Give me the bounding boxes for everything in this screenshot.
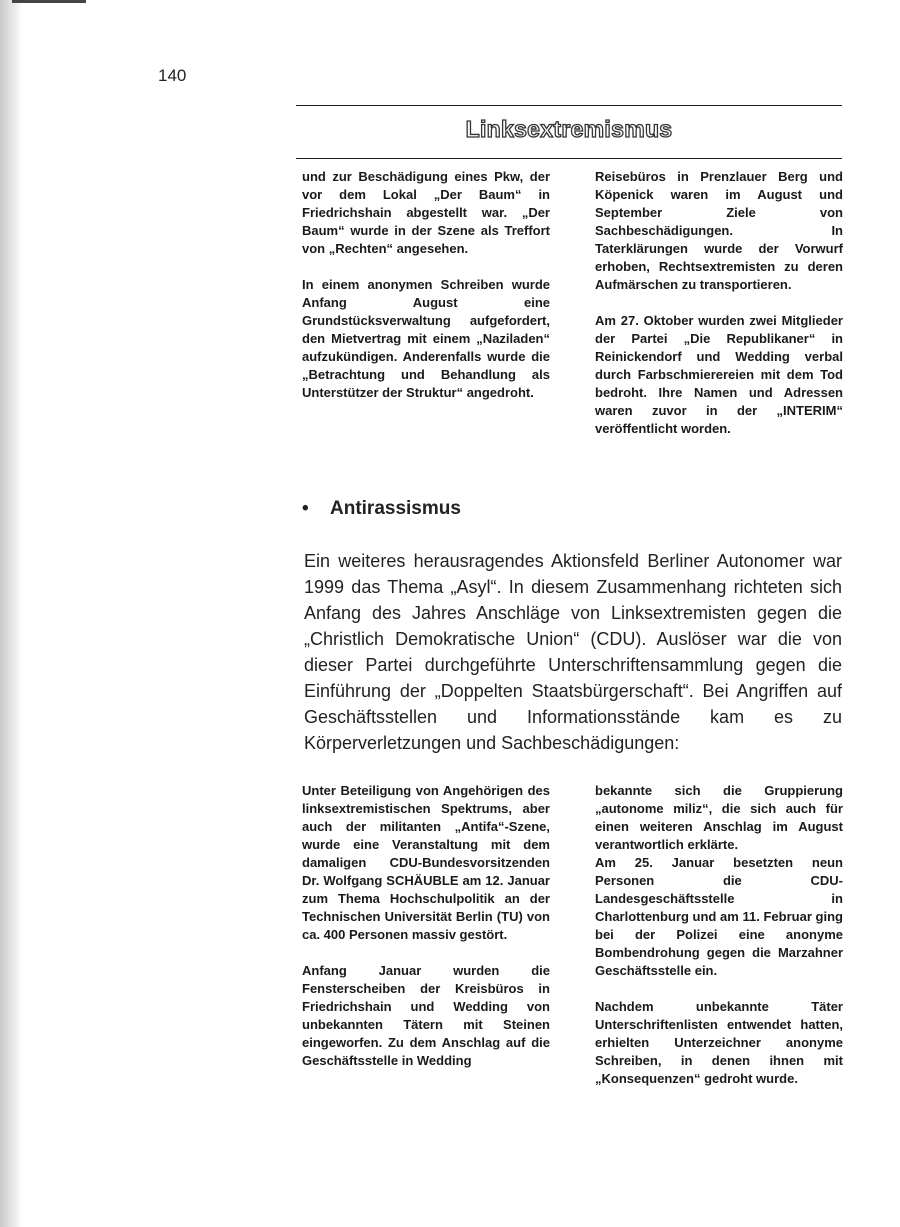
section-heading-text: Antirassismus [330,498,461,519]
paragraph: In einem anonymen Schreiben wurde Anfang August eine Grundstücksverwaltung aufgefordert, den Mietvertrag mit einem „Naziladen“ aufzukündigen. Anderenfalls wurde die „Betrachtung und Behandlung als Unterstützer der Struktur“ angedroht. [302,277,550,400]
paragraph: Anfang Januar wurden die Fensterscheiben der Kreisbüros in Friedrichshain und Wedding von unbekannten Tätern mit Steinen eingeworfen. Zu dem Anschlag auf die Geschäftsstelle in Wedding [302,963,550,1068]
scan-binding-shadow [0,0,22,1227]
paragraph: Unter Beteiligung von Angehörigen des linksextremistischen Spektrums, aber auch der militanten „Antifa“-Szene, wurde eine Veranstaltung mit dem damaligen CDU-Bundesvorsitzenden Dr. Wolfgang SCHÄUBLE am 12. Januar zum Thema Hochschulpolitik an der Technischen Universität Berlin (TU) von ca. 400 Personen massiv gestört. [302,783,550,942]
scan-corner-mark [12,0,86,17]
paragraph: Reisebüros in Prenzlauer Berg und Köpenick waren im August und September Ziele von Sachbeschädigungen. In Taterklärungen wurde der Vorwurf erhoben, Rechtsextremisten zu deren Aufmärschen zu transportieren. [595,169,843,292]
section-heading [302,498,461,520]
bullet-icon: • [302,498,309,519]
top-right-column [595,168,843,438]
section-intro-paragraph: Ein weiteres herausragendes Aktionsfeld Berliner Autonomer war 1999 das Thema „Asyl“. In diesem Zusammenhang richteten sich Anfang des Jahres Anschläge von Linksextremisten gegen die „Christlich Demokratische Union“ (CDU). Auslöser war die von dieser Partei durchgeführte Unterschriftensammlung gegen die Einführung der „Doppelten Staatsbürgerschaft“. Bei Angriffen auf Geschäftsstellen und Informationsstände kam es zu Körperverletzungen und Sachbeschädigungen: [304,551,842,753]
bottom-right-column [595,782,843,1088]
page-number: 140 [158,66,187,85]
paragraph: Am 27. Oktober wurden zwei Mitglieder der Partei „Die Republikaner“ in Reinickendorf und Wedding verbal durch Farbschmierereien mit dem Tod bedroht. Ihre Namen und Adressen waren zuvor in der „INTERIM“ veröffentlicht worden. [595,313,843,436]
header-rule-top [296,105,842,106]
header-rule-bottom [296,158,842,159]
top-left-column [302,168,550,402]
paragraph: Am 25. Januar besetzten neun Personen die CDU-Landesgeschäftsstelle in Charlottenburg und am 11. Februar ging bei der Polizei eine anonyme Bombendrohung gegen die Marzahner Geschäftsstelle ein. [595,855,843,978]
running-title: Linksextremismus [465,116,673,142]
paragraph: Nachdem unbekannte Täter Unterschriftenlisten entwendet hatten, erhielten Unterzeichner anonyme Schreiben, in denen ihnen mit „Konsequenzen“ gedroht wurde. [595,999,843,1086]
paragraph: bekannte sich die Gruppierung „autonome miliz“, die sich auch für einen weiteren Anschlag im August verantwortlich erklärte. [595,783,843,852]
paragraph: und zur Beschädigung eines Pkw, der vor dem Lokal „Der Baum“ in Friedrichshain abgestellt war. „Der Baum“ wurde in der Szene als Treffort von „Rechten“ angesehen. [302,169,550,256]
bottom-left-column [302,782,550,1070]
